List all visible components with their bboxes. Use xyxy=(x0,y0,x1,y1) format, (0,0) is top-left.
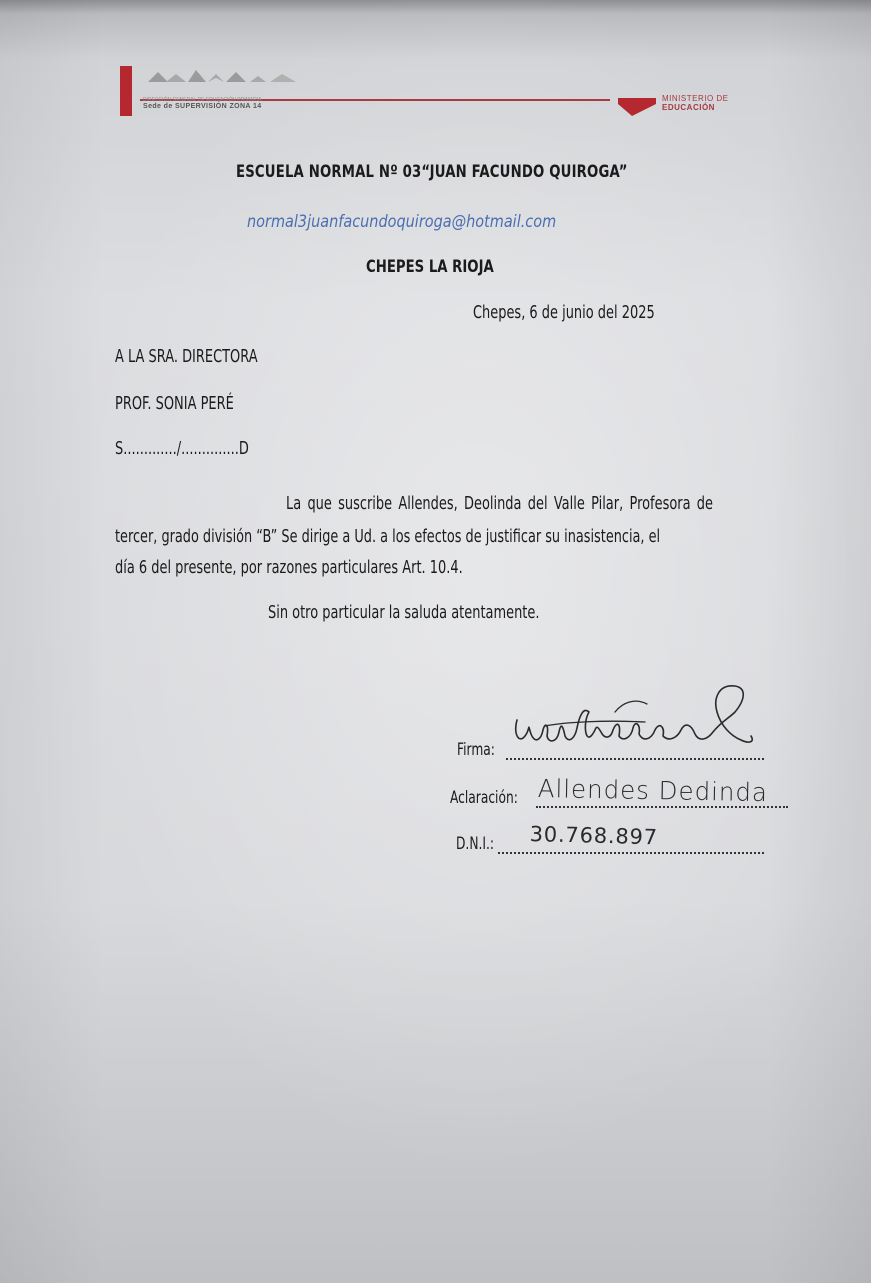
letter-date: Chepes, 6 de junio del 2025 xyxy=(473,302,655,323)
handwritten-signature xyxy=(505,682,765,762)
body-line1: La que suscribe Allendes, Deolinda del Valle Pilar, Profesora de xyxy=(286,493,714,514)
header-org-line2: Sede de SUPERVISIÓN ZONA 14 xyxy=(143,103,262,110)
school-email: normal3juanfacundoquiroga@hotmail.com xyxy=(247,212,557,232)
header-red-bar xyxy=(120,66,132,116)
ministry-logo-icon xyxy=(618,96,658,118)
aclaracion-label: Aclaración: xyxy=(450,788,518,808)
dni-dotted-line xyxy=(498,852,764,854)
school-name: ESCUELA NORMAL Nº 03“JUAN FACUNDO QUIROGA” xyxy=(236,162,628,182)
school-email-link[interactable] xyxy=(247,208,611,232)
salutation: S............./..............D xyxy=(115,438,249,459)
ministry-line2: EDUCACIÓN xyxy=(662,103,715,112)
aclaracion-handwritten: Allendes Dedinda xyxy=(537,774,769,808)
recipient-line2: PROF. SONIA PERÉ xyxy=(115,393,234,414)
header-org-line1: DIRECCIÓN GENERAL DE EDUCACIÓN PRIMARIA xyxy=(143,97,262,103)
body-line3: día 6 del presente, por razones particulares Art. 10.4. xyxy=(115,557,463,578)
closing-line: Sin otro particular la saluda atentamente. xyxy=(268,602,540,623)
firma-label: Firma: xyxy=(457,740,495,760)
body-line2: tercer, grado división “B” Se dirige a Ud. a los efectos de justificar su inasistencia, el xyxy=(115,526,661,547)
school-city: CHEPES LA RIOJA xyxy=(366,257,494,277)
province-logo-icon xyxy=(146,68,306,88)
dni-label: D.N.I.: xyxy=(456,834,494,854)
recipient-line1: A LA SRA. DIRECTORA xyxy=(115,346,258,367)
ministry-line1: MINISTERIO DE xyxy=(662,94,729,103)
dni-handwritten: 30.768.897 xyxy=(529,822,659,850)
